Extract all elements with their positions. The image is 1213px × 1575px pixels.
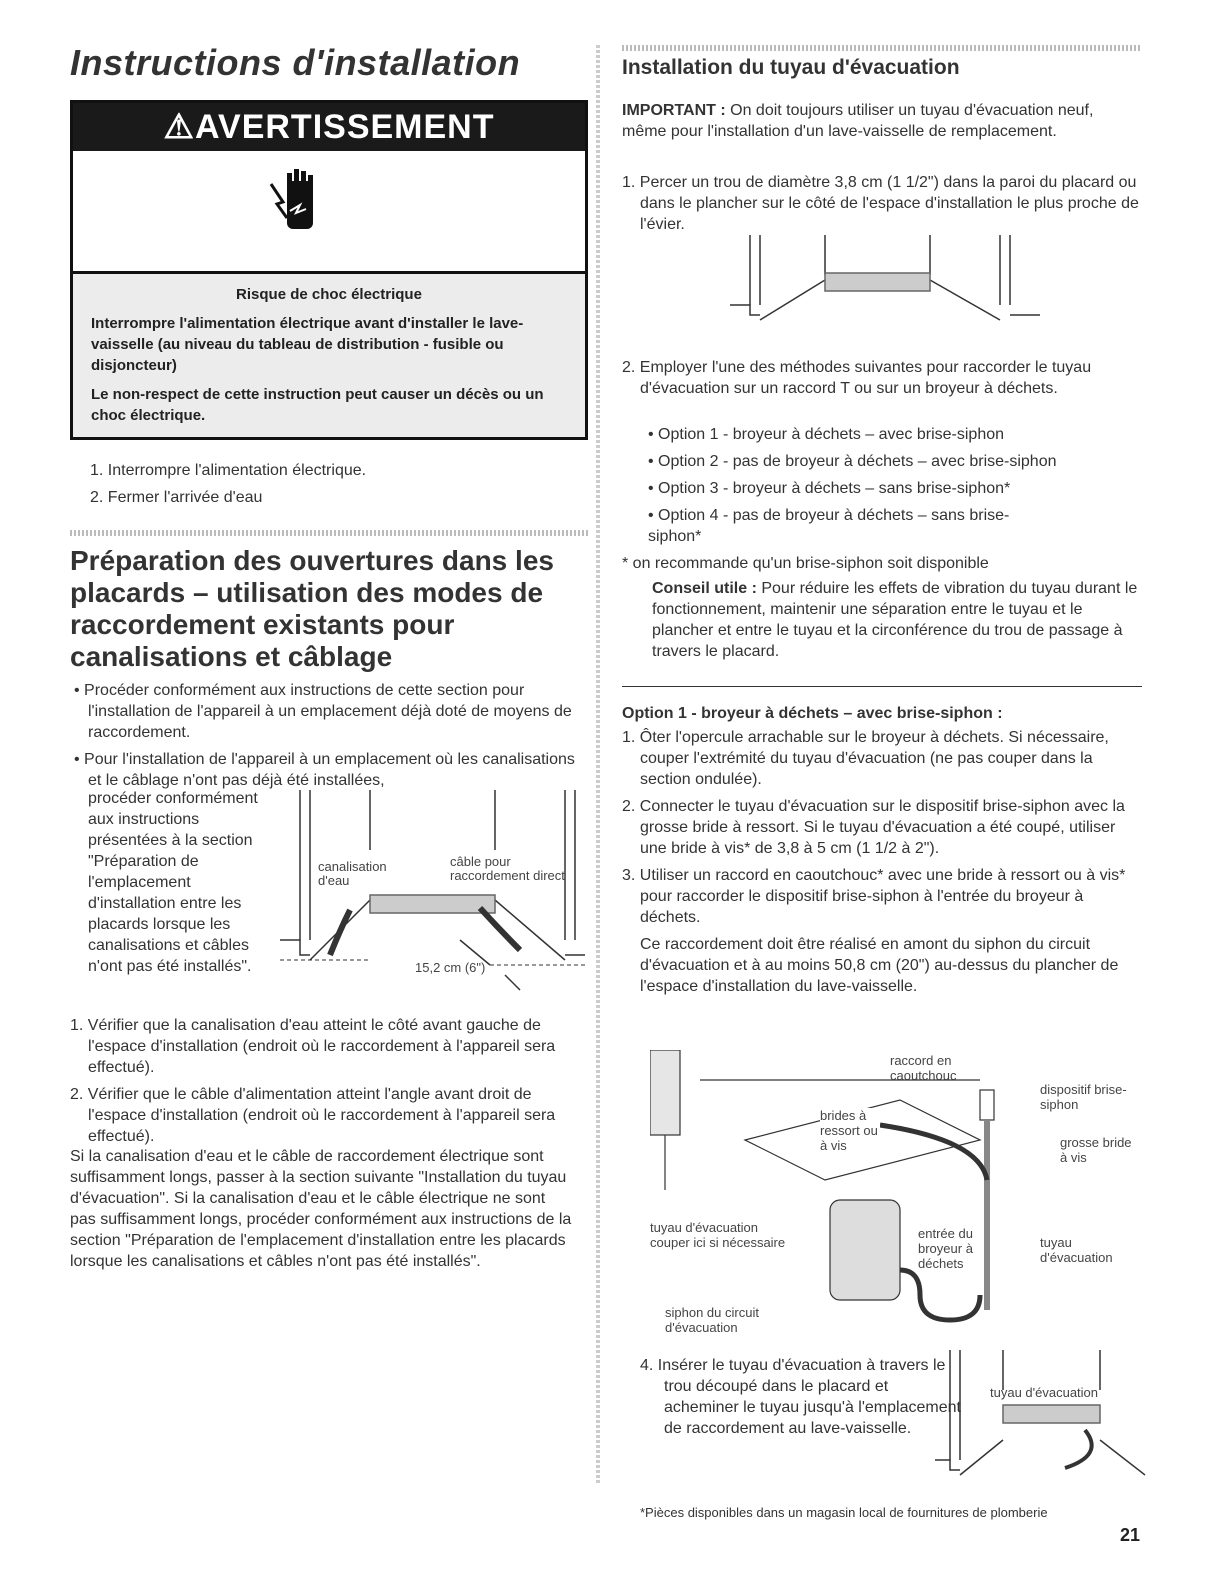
label-siphon: siphon du circuit d'évacuation xyxy=(665,1305,759,1335)
label-tuyau-cut: tuyau d'évacuation couper ici si nécessaire xyxy=(650,1220,786,1250)
tip-label: Conseil utile : xyxy=(652,580,757,597)
warning-risk: Risque de choc électrique xyxy=(236,286,422,303)
label-raccord: raccord en caoutchouc xyxy=(890,1053,957,1083)
right-step-4: 4. Insérer le tuyau d'évacuation à travers le trou découpé dans le placard et acheminer le tuyau jusqu'à l'emplacement de raccordement au lave-vaisselle. xyxy=(640,1357,961,1437)
warning-box xyxy=(70,100,588,440)
option-3: • Option 3 - broyeur à déchets – sans brise-siphon* xyxy=(648,480,1011,497)
opt1-step-2: 2. Connecter le tuyau d'évacuation sur le dispositif brise-siphon avec la grosse bride à ressort. Si le tuyau d'évacuation a été coupé, utiliser une bride à vis* de 3,8 à 5 cm (1 1/2 à 2"). xyxy=(622,798,1125,857)
right-step-2: 2. Employer l'une des méthodes suivantes pour raccorder le tuyau d'évacuation sur un raccord T ou sur un broyeur à déchets. xyxy=(622,359,1092,397)
tip-paragraph xyxy=(652,578,1142,662)
step-1: 1. Interrompre l'alimentation électrique. xyxy=(90,462,367,479)
option-divider xyxy=(622,686,1142,687)
column-divider xyxy=(596,45,600,1485)
label-insert-tuyau: tuyau d'évacuation xyxy=(990,1385,1099,1400)
diagram-hole xyxy=(730,235,1040,335)
label-tuyau: tuyau d'évacuation xyxy=(1040,1235,1113,1265)
opt1-step-3: 3. Utiliser un raccord en caoutchouc* avec une bride à ressort ou à vis* pour raccorder le dispositif brise-siphon à l'entrée du broyeur à déchets. xyxy=(622,867,1126,926)
verify-step-1: 1. Vérifier que la canalisation d'eau atteint le côté avant gauche de l'espace d'installation (endroit où le raccordement à l'appareil sera effectué). xyxy=(70,1017,556,1076)
verify-step-2: 2. Vérifier que le câble d'alimentation atteint l'angle avant droit de l'espace d'installation (endroit où le raccordement à l'appareil sera effectué). xyxy=(70,1086,556,1145)
opt1-step-1: 1. Ôter l'opercule arrachable sur le broyeur à déchets. Si nécessaire, couper l'extrémité du tuyau d'évacuation (ne pas couper dans la section ondulée). xyxy=(622,729,1109,788)
option1-steps xyxy=(622,727,1142,1003)
diagram-insert xyxy=(935,1350,1150,1485)
section-heading: Préparation des ouvertures dans les placards – utilisation des modes de raccordement existants pour canalisations et câblage xyxy=(70,545,554,672)
right-heading: Installation du tuyau d'évacuation xyxy=(622,56,960,79)
label-grosse-bride: grosse bride à vis xyxy=(1060,1135,1132,1165)
diagram-water-cable xyxy=(280,790,585,1010)
warning-header: ⚠AVERTISSEMENT xyxy=(73,103,585,151)
warning-icon-area xyxy=(73,151,585,274)
label-dispositif: dispositif brise-siphon xyxy=(1040,1082,1127,1112)
bullet-2: • Pour l'installation de l'appareil à un emplacement où les canalisations et le câblage n'ont pas déjà été installées, xyxy=(74,751,575,789)
right-step-1: 1. Percer un trou de diamètre 3,8 cm (1 1/2") dans la paroi du placard ou dans le plancher sur le côté de l'espace d'installation le plus proche de l'évier. xyxy=(622,174,1139,233)
bullets xyxy=(70,680,575,797)
page-number: 21 xyxy=(1120,1525,1141,1545)
bullet-1: • Procéder conformément aux instructions de cette section pour l'installation de l'appareil à un emplacement déjà doté de moyens de raccordement. xyxy=(74,682,572,741)
option-2: • Option 2 - pas de broyeur à déchets – avec brise-siphon xyxy=(648,453,1057,470)
important-text: On doit toujours utiliser un tuyau d'évacuation neuf, même pour l'installation d'un lave-vaisselle de remplacement. xyxy=(622,102,1094,140)
important-paragraph xyxy=(622,100,1142,142)
option1-heading: Option 1 - broyeur à déchets – avec brise-siphon : xyxy=(622,705,1003,722)
steps-verify xyxy=(70,1015,575,1153)
option-4: • Option 4 - pas de broyeur à déchets – sans brise-siphon* xyxy=(648,507,1010,545)
tip-text: Pour réduire les effets de vibration du tuyau durant le fonctionnement, maintenir une séparation entre le tuyau et le plancher et entre le tuyau et la circonférence du trou de passage à travers le placard. xyxy=(652,580,1138,660)
important-label: IMPORTANT : xyxy=(622,102,726,119)
label-brides: brides à ressort ou à vis xyxy=(820,1108,880,1153)
label-cable: câble pour raccordement direct xyxy=(450,854,565,883)
warning-line2: Le non-respect de cette instruction peut causer un décès ou un choc électrique. xyxy=(91,386,544,424)
page-title: Instructions d'installation xyxy=(70,42,521,83)
label-entree: entrée du broyeur à déchets xyxy=(918,1226,973,1271)
warning-body xyxy=(73,274,585,437)
opt1-note: Ce raccordement doit être réalisé en amont du siphon du circuit d'évacuation et à au moins 50,8 cm (20") au-dessus du plancher de l'espace d'installation du lave-vaisselle. xyxy=(640,936,1119,995)
section-separator xyxy=(70,530,590,536)
initial-steps xyxy=(90,460,590,514)
options-list xyxy=(622,424,1156,553)
right-separator xyxy=(622,45,1142,51)
footnote: *Pièces disponibles dans un magasin local de fournitures de plomberie xyxy=(640,1505,1048,1520)
step-2: 2. Fermer l'arrivée d'eau xyxy=(90,489,263,506)
narrow-paragraph: procéder conformément aux instructions présentées à la section "Préparation de l'emplacement d'installation entre les placards lorsque les canalisations et câbles n'ont pas été installés". xyxy=(88,790,258,975)
option-1: • Option 1 - broyeur à déchets – avec brise-siphon xyxy=(648,426,1005,443)
electric-shock-hand-icon xyxy=(73,151,591,268)
label-dimension: 15,2 cm (6") xyxy=(415,960,486,975)
label-water-pipe: canalisation d'eau xyxy=(318,859,387,888)
warning-line1: Interrompre l'alimentation électrique avant d'installer le lave-vaisselle (au niveau du tableau de distribution - fusible ou disjoncteur) xyxy=(91,315,524,374)
left-paragraph: Si la canalisation d'eau et le câble de raccordement électrique sont suffisamment longs, passer à la section suivante "Installation du tuyau d'évacuation". Si la canalisation d'eau et le câble électrique ne sont pas suffisamment longs, procéder conformément aux instructions de la section "Préparation de l'emplacement d'installation entre les placards lorsque les canalisations et câbles n'ont pas été installés". xyxy=(70,1148,572,1270)
note: * on recommande qu'un brise-siphon soit disponible xyxy=(622,555,989,572)
